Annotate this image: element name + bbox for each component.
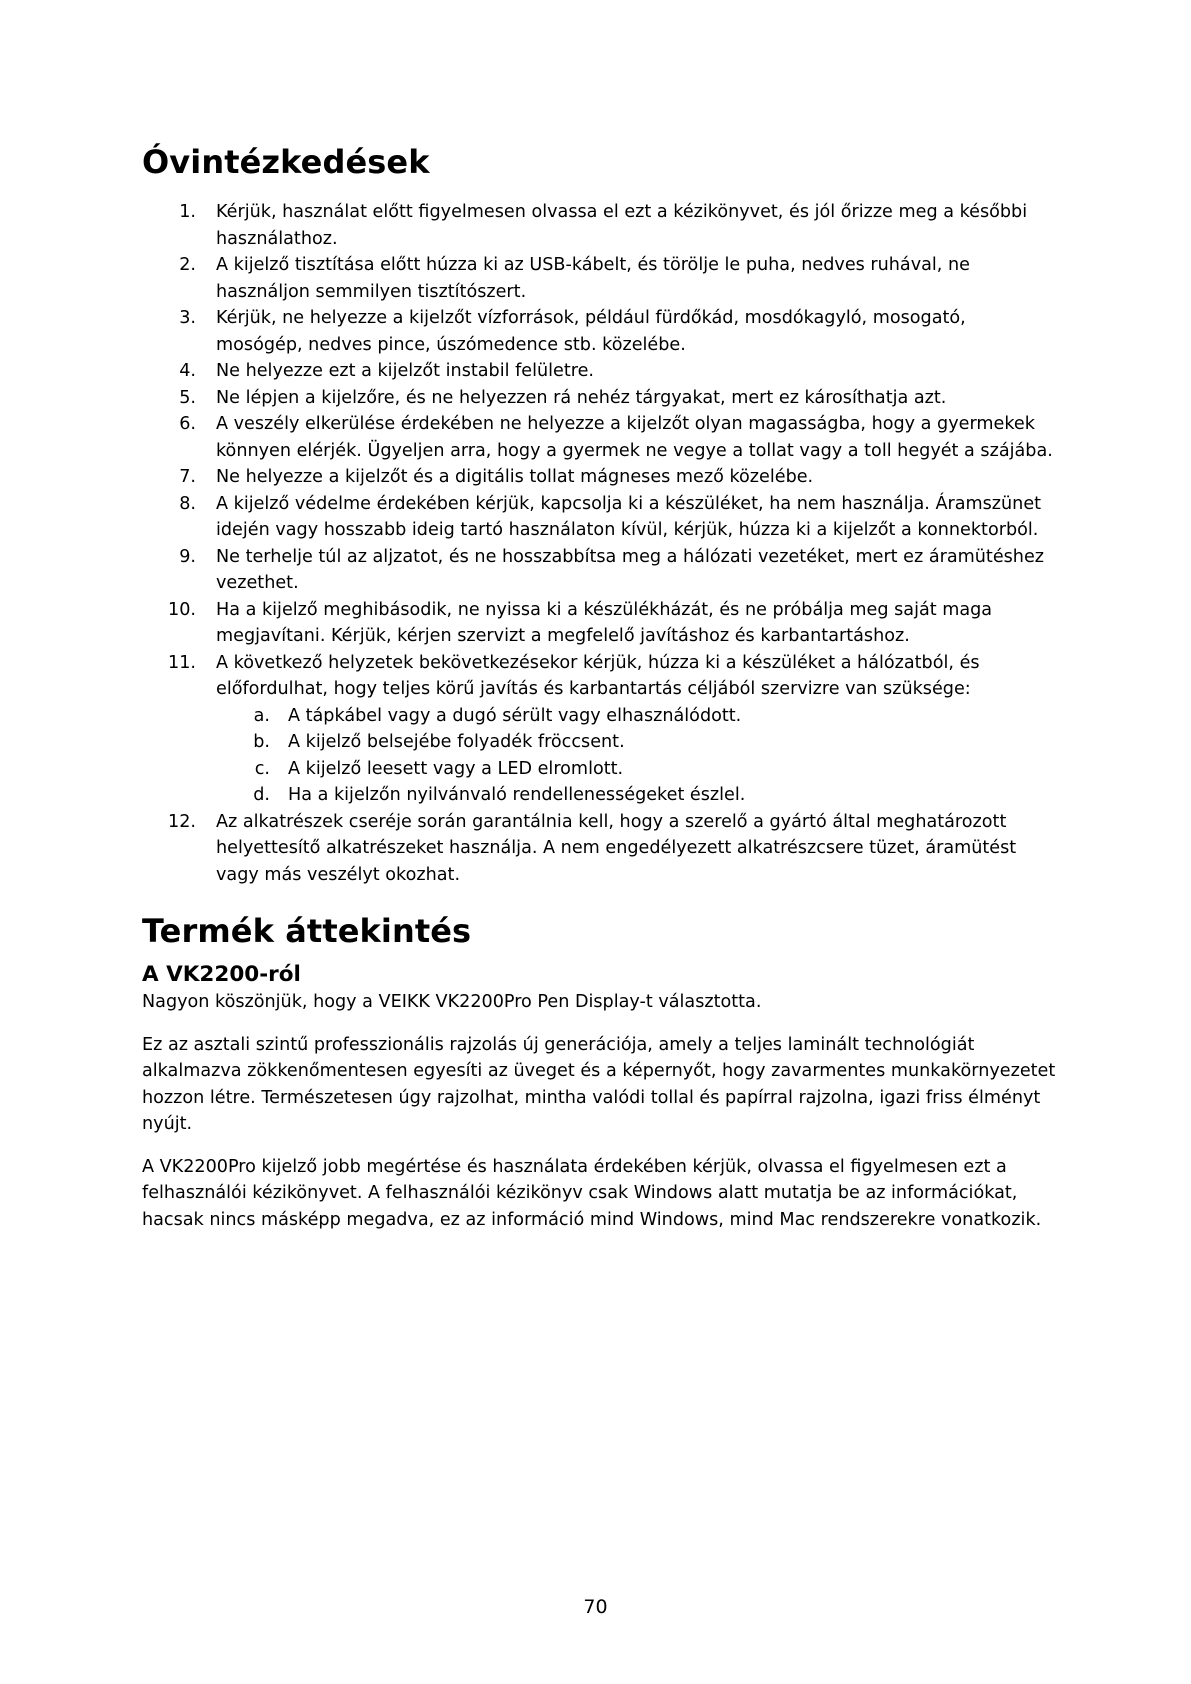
list-item <box>142 358 1057 385</box>
list-item-text: Kérjük, használat előtt figyelmesen olvassa el ezt a kézikönyvet, és jól őrizze meg a későbbi használathoz. <box>216 202 1028 249</box>
list-item-text: A veszély elkerülése érdekében ne helyezze a kijelzőt olyan magasságba, hogy a gyermekek könnyen elérjék. Ügyeljen arra, hogy a gyermek ne vegye a tollat vagy a toll hegyét a szájába. <box>216 414 1053 461</box>
list-item-number: 10. <box>168 599 196 620</box>
list-item-number: 12. <box>168 811 196 832</box>
list-item-text: Ne helyezze a kijelzőt és a digitális tollat mágneses mező közelébe. <box>216 467 814 487</box>
list-item <box>142 597 1057 650</box>
paragraph: A VK2200Pro kijelző jobb megértése és használata érdekében kérjük, olvassa el figyelmesen ezt a felhasználói kézikönyvet. A felhasználói kézikönyv csak Windows alatt mutatja be az információkat, hacsak nincs másképp megadva, ez az információ mind Windows, mind Mac rendszerekre vonatkozik. <box>142 1156 1042 1230</box>
list-item-number: 1. <box>179 202 196 222</box>
list-item-text: Az alkatrészek cseréje során garantálnia kell, hogy a szerelő a gyártó által meghatározott helyettesítő alkatrészeket használja. A nem engedélyezett alkatrészcsere tüzet, áramütést vagy más veszélyt okozhat. <box>216 811 1017 885</box>
list-item-number: 5. <box>179 387 196 408</box>
sub-list-item-letter: c. <box>254 758 270 779</box>
list-item-number: 2. <box>179 255 196 275</box>
list-item <box>142 252 1057 305</box>
list-item-text: A kijelző védelme érdekében kérjük, kapcsolja ki a készüléket, ha nem használja. Áramszünet idején vagy hosszabb ideig tartó használaton kívül, kérjük, húzza ki a kijelzőt a konnektorból. <box>216 493 1042 540</box>
list-item-text: Ne lépjen a kijelzőre, és ne helyezzen rá nehéz tárgyakat, mert ez károsíthatja azt. <box>216 387 947 408</box>
list-item <box>142 464 1057 491</box>
sub-list-item-text: A kijelző belsejébe folyadék fröccsent. <box>288 732 625 752</box>
list-item-number: 7. <box>179 467 196 487</box>
sub-list-item-text: A tápkábel vagy a dugó sérült vagy elhasználódott. <box>288 705 742 726</box>
sub-list-item-letter: d. <box>253 785 270 805</box>
sub-list-item <box>216 729 1057 756</box>
list-item-text: A kijelző tisztítása előtt húzza ki az USB-kábelt, és törölje le puha, nedves ruhával, ne használjon semmilyen tisztítószert. <box>216 255 970 302</box>
list-item-text: Ne terhelje túl az aljzatot, és ne hosszabbítsa meg a hálózati vezetéket, mert ez áramütéshez vezethet. <box>216 546 1045 593</box>
list-item <box>142 385 1057 412</box>
document-page <box>142 138 1057 1233</box>
subsection-title: A VK2200-ról <box>142 962 301 987</box>
list-item-number: 4. <box>179 361 196 381</box>
list-item-text: A következő helyzetek bekövetkezésekor kérjük, húzza ki a készüléket a hálózatból, és előfordulhat, hogy teljes körű javítás és karbantartás céljából szervizre van szüksége: <box>216 652 980 699</box>
sub-list-item <box>216 782 1057 809</box>
list-item-number: 6. <box>179 414 196 434</box>
list-item <box>142 491 1057 544</box>
list-item-text: Ha a kijelző meghibásodik, ne nyissa ki a készülékházát, és ne próbálja meg saját maga megjavítani. Kérjük, kérjen szervizt a megfelelő javításhoz és karbantartáshoz. <box>216 599 993 646</box>
list-item <box>142 411 1057 464</box>
sub-list-item <box>216 703 1057 730</box>
list-item-number: 11. <box>168 652 196 673</box>
paragraph: Ez az asztali szintű professzionális rajzolás új generációja, amely a teljes laminált technológiát alkalmazva zökkenőmentesen egyesíti az üveget és a képernyőt, hogy zavarmentes munkakörnyezetet hozzon létre. Természetesen úgy rajzolhat, mintha valódi tollal és papírral rajzolna, igazi friss élményt nyújt. <box>142 1034 1056 1134</box>
sub-list-item-letter: a. <box>253 705 270 726</box>
list-item-number: 8. <box>179 493 196 514</box>
sub-list-item-text: A kijelző leesett vagy a LED elromlott. <box>288 758 624 779</box>
sub-list-item-text: Ha a kijelzőn nyilvánvaló rendellenességeket észlel. <box>288 785 746 805</box>
list-item <box>142 544 1057 597</box>
page-number: 70 <box>583 1596 608 1618</box>
list-item-number: 3. <box>179 308 196 328</box>
list-item <box>142 199 1057 252</box>
list-item <box>142 809 1057 889</box>
list-item <box>142 650 1057 809</box>
sub-list <box>216 703 1057 809</box>
sub-list-item-letter: b. <box>253 732 270 752</box>
paragraph: Nagyon köszönjük, hogy a VEIKK VK2200Pro Pen Display-t választotta. <box>142 992 762 1012</box>
section-title-precautions: Óvintézkedések <box>142 143 430 181</box>
list-item-text: Ne helyezze ezt a kijelzőt instabil felületre. <box>216 361 595 381</box>
list-item-text: Kérjük, ne helyezze a kijelzőt vízforrások, például fürdőkád, mosdókagyló, mosogató, mosógép, nedves pince, úszómedence stb. közelébe. <box>216 308 966 355</box>
section-title-product-overview: Termék áttekintés <box>142 912 472 950</box>
sub-list-item <box>216 756 1057 783</box>
precautions-list <box>142 199 1057 888</box>
list-item <box>142 305 1057 358</box>
list-item-number: 9. <box>179 546 196 567</box>
